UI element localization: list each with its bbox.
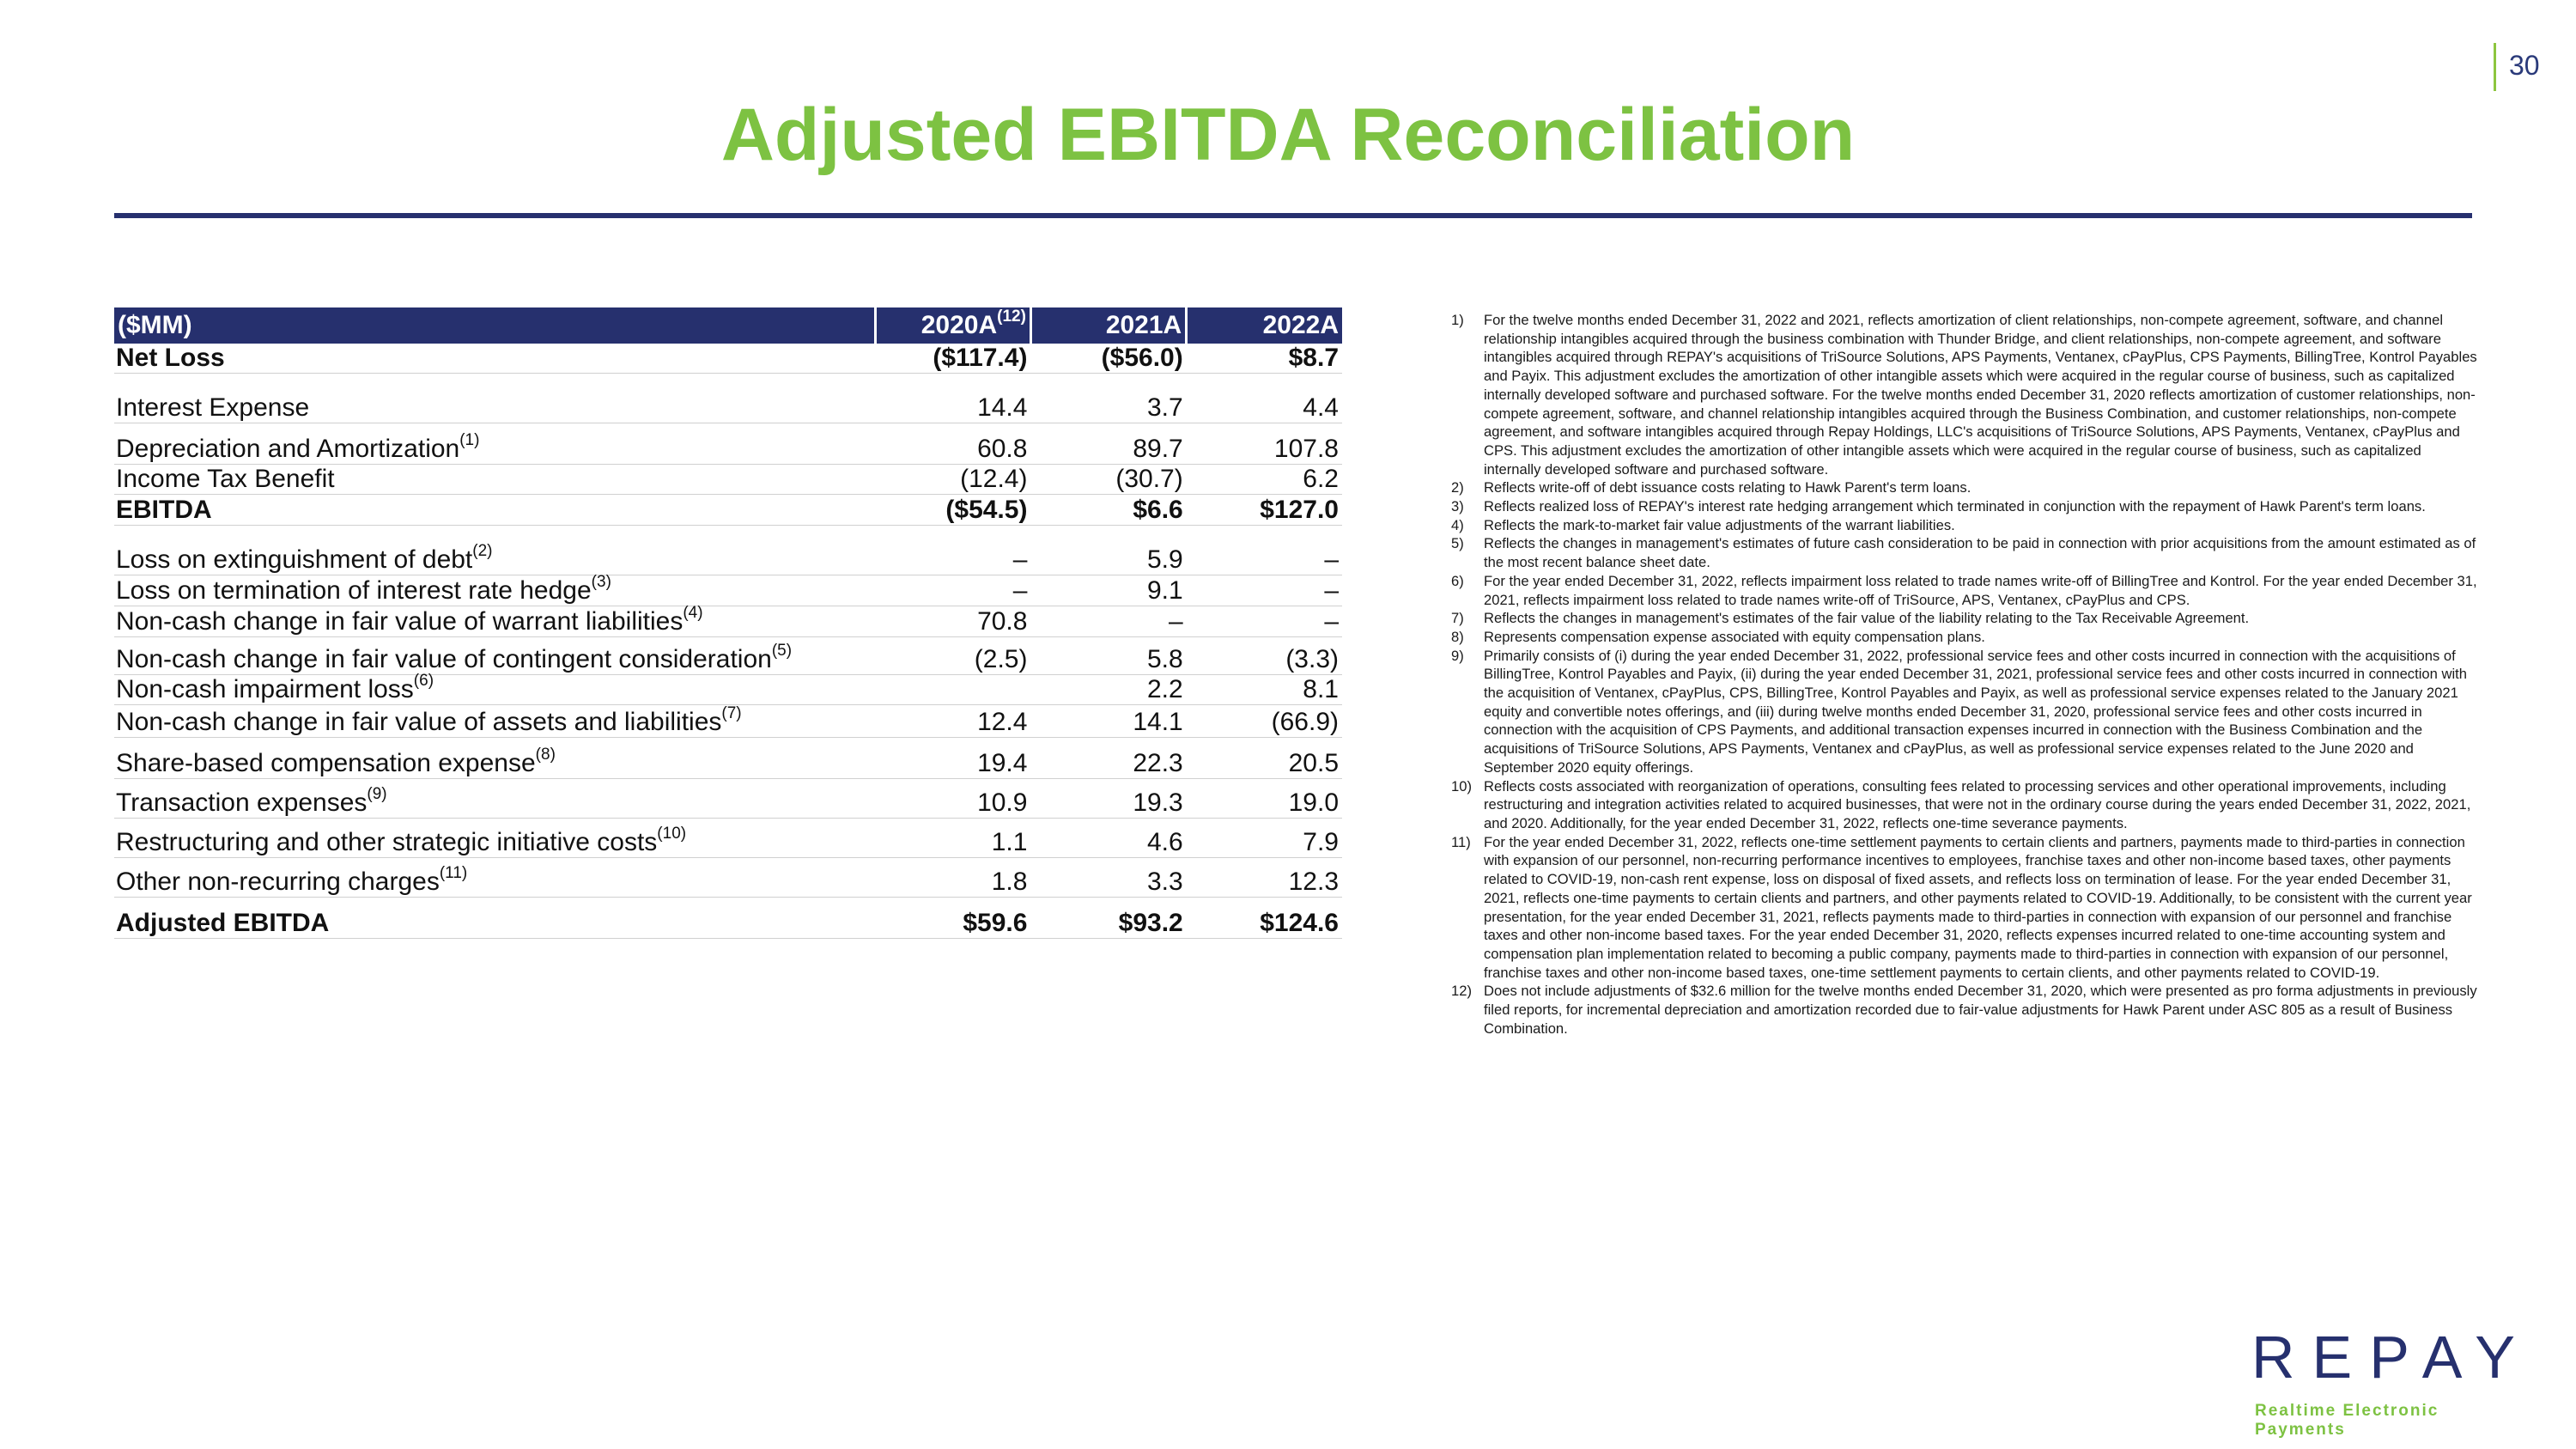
- footnote-ref: (2): [472, 542, 493, 560]
- row-label: Adjusted EBITDA: [114, 898, 875, 939]
- value-2021: (30.7): [1030, 465, 1186, 495]
- value-2020: ($54.5): [875, 495, 1030, 526]
- footnote-ref: (9): [367, 785, 387, 803]
- table-row: [114, 858, 1342, 898]
- footnote-item: [1451, 777, 2482, 833]
- value-2021: 22.3: [1030, 738, 1186, 779]
- ebitda-reconciliation-table: [114, 307, 1342, 939]
- footnote-item: [1451, 628, 2482, 647]
- footnote-item: [1451, 982, 2482, 1038]
- value-2022: –: [1187, 575, 1342, 606]
- table-row: [114, 606, 1342, 637]
- footnote-number: 8): [1451, 628, 1464, 645]
- footnote-item: [1451, 478, 2482, 497]
- value-2020: 12.4: [875, 705, 1030, 738]
- value-2020: $59.6: [875, 898, 1030, 939]
- footnote-text: Does not include adjustments of $32.6 million for the twelve months ended December 31, 2020, which were presented as pro forma adjustments in previously filed reports, for incremental depreciation and amortization recorded due to fair-value adjustments for Hawk Parent under ASC 805 as a result of Business Combination.: [1484, 983, 2477, 1037]
- footnote-ref: (6): [413, 672, 434, 690]
- footnote-ref: (3): [591, 573, 611, 591]
- value-2022: $124.6: [1187, 898, 1342, 939]
- value-2020: (12.4): [875, 465, 1030, 495]
- value-2022: 7.9: [1187, 819, 1342, 858]
- footnote-text: For the year ended December 31, 2022, reflects one-time settlement payments to certain clients and partners, payments made to third-parties in connection with expansion of our personnel, non-recurring performance incentives to employees, franchise taxes and other non-income based taxes, other payments related to COVID-19, non-cash rent expense, loss on disposal of fixed assets, and reflects loss on termination of lease. For the year ended December 31, 2021, reflects one-time payments to certain clients and partners, and other payments related to COVID-19. Additionally, to be consistent with the current year presentation, for the year ended December 31, 2021, reflects payments made to third-parties in connection with expansion of our personnel and franchise taxes and other non-income based taxes. For the year ended December 31, 2020, reflects expenses incurred related to one-time accounting system and compensation plan implementation related to becoming a public company, payments made to third-parties in connection with expansion of our personnel, franchise taxes and other non-income based taxes, one-time settlement payments to certain clients, and other payments related to COVID-19.: [1484, 833, 2472, 981]
- value-2021: 14.1: [1030, 705, 1186, 738]
- footnote-ref: (1): [459, 431, 480, 449]
- value-2022: 12.3: [1187, 858, 1342, 898]
- value-2021: 9.1: [1030, 575, 1186, 606]
- footnote-text: Reflects the changes in management's estimates of future cash consideration to be paid in connection with prior acquisitions from the amount estimated as of the most recent balance sheet date.: [1484, 535, 2476, 571]
- footnote-item: [1451, 311, 2482, 478]
- footnote-number: 6): [1451, 572, 1464, 589]
- value-2022: (3.3): [1187, 637, 1342, 675]
- value-2022: (66.9): [1187, 705, 1342, 738]
- value-2020: 1.8: [875, 858, 1030, 898]
- footnote-ref: (7): [721, 704, 742, 722]
- table-row: [114, 465, 1342, 495]
- table-row: [114, 675, 1342, 705]
- value-2021: 89.7: [1030, 423, 1186, 465]
- row-label: Interest Expense: [114, 374, 875, 423]
- value-2021: –: [1030, 606, 1186, 637]
- row-label: Transaction expenses$^{(9)}$: [114, 779, 875, 819]
- row-label: Share-based compensation expense$^{(8)}$: [114, 738, 875, 779]
- row-label: Other non-recurring charges$^{(11)}$: [114, 858, 875, 898]
- footnote-ref: (4): [683, 604, 703, 622]
- row-label: Depreciation and Amortization$^{(1)}$: [114, 423, 875, 465]
- value-2020: 10.9: [875, 779, 1030, 819]
- footnote-number: 7): [1451, 610, 1464, 627]
- value-2021: $93.2: [1030, 898, 1186, 939]
- table-row: [114, 898, 1342, 939]
- value-2022: 19.0: [1187, 779, 1342, 819]
- table-row: [114, 344, 1342, 374]
- value-2021: 5.9: [1030, 526, 1186, 575]
- footnote-number: 2): [1451, 479, 1464, 496]
- footnote-text: Reflects the changes in management's estimates of the fair value of the liability relating to the Tax Receivable Agreement.: [1484, 610, 2250, 627]
- footnote-number: 3): [1451, 498, 1464, 515]
- value-2022: –: [1187, 526, 1342, 575]
- title-rule: [114, 213, 2472, 218]
- footnote-number: 10): [1451, 777, 1472, 795]
- table-row: [114, 423, 1342, 465]
- header-2020: $2020A^{(12)}$: [875, 307, 1030, 344]
- value-2020: (2.5): [875, 637, 1030, 675]
- table-row: [114, 819, 1342, 858]
- footnote-ref: (11): [439, 864, 468, 882]
- table-row: [114, 575, 1342, 606]
- value-2021: ($56.0): [1030, 344, 1186, 374]
- footnote-text: Reflects costs associated with reorganization of operations, consulting fees related to processing services and other operational improvements, including restructuring and integration activities related to acquired businesses, that were not in the ordinary course during the years ended December 31, 2022, 2021, and 2020. Additionally, for the year ended December 31, 2022, reflects one-time severance payments.: [1484, 777, 2471, 831]
- row-label: Loss on termination of interest rate hedge$^{(3)}$: [114, 575, 875, 606]
- header-units: ($MM): [114, 307, 875, 344]
- value-2020: –: [875, 526, 1030, 575]
- value-2020: –: [875, 575, 1030, 606]
- value-2020: 19.4: [875, 738, 1030, 779]
- value-2021: 5.8: [1030, 637, 1186, 675]
- footnote-text: Reflects write-off of debt issuance costs relating to Hawk Parent's term loans.: [1484, 479, 1971, 496]
- footnote-item: [1451, 647, 2482, 777]
- value-2020: 1.1: [875, 819, 1030, 858]
- footnote-number: 11): [1451, 833, 1471, 850]
- footnote-text: Represents compensation expense associated with equity compensation plans.: [1484, 628, 1985, 645]
- value-2021: 4.6: [1030, 819, 1186, 858]
- footnote-number: 12): [1451, 983, 1472, 1000]
- row-label: Income Tax Benefit: [114, 465, 875, 495]
- value-2021: $6.6: [1030, 495, 1186, 526]
- footnote-number: 4): [1451, 516, 1464, 533]
- table-row: [114, 779, 1342, 819]
- row-label: Non-cash change in fair value of contingent consideration$^{(5)}$: [114, 637, 875, 675]
- footnote-ref: (5): [771, 642, 793, 660]
- table-header-row: [114, 307, 1342, 344]
- footnote-ref: (8): [535, 746, 556, 764]
- value-2021: 3.7: [1030, 374, 1186, 423]
- row-label: EBITDA: [114, 495, 875, 526]
- page-number: 30: [2509, 50, 2540, 81]
- value-2022: 6.2: [1187, 465, 1342, 495]
- logo-wordmark: REPAY: [2251, 1324, 2532, 1391]
- value-2020: 70.8: [875, 606, 1030, 637]
- table-row: [114, 705, 1342, 738]
- page-number-divider: [2494, 43, 2496, 91]
- value-2021: 19.3: [1030, 779, 1186, 819]
- footnote-text: Primarily consists of (i) during the year ended December 31, 2022, professional service fees and other costs incurred in connection with the acquisitions of BillingTree, Kontrol Payables and Payix, (ii) during the year ended December 31, 2021, professional service fees and other costs incurred in connection with the acquisition of Ventanex, cPayPlus, CPS, BillingTree, Kontrol Payables and Payix, as well as professional service expenses related to the January 2021 equity and convertible notes offerings, and (iii) during twelve months ended December 31, 2020, professional service fees and other costs incurred in connection with the acquisition of CPS Payments, and additional transaction expenses incurred in connection with the Business Combination and the acquisitions of TriSource Solutions, APS Payments, Ventanex and cPayPlus, as well as professional service expenses related to the June 2020 and September 2020 equity offerings.: [1484, 647, 2467, 776]
- row-label: Loss on extinguishment of debt$^{(2)}$: [114, 526, 875, 575]
- value-2022: 107.8: [1187, 423, 1342, 465]
- value-2021: 2.2: [1030, 675, 1186, 705]
- footnote-number: 5): [1451, 535, 1464, 552]
- footnote-ref: (10): [657, 825, 687, 843]
- footnote-item: [1451, 572, 2482, 609]
- value-2020: ($117.4): [875, 344, 1030, 374]
- table-row: [114, 526, 1342, 575]
- value-2020: 14.4: [875, 374, 1030, 423]
- footnote-item: [1451, 609, 2482, 628]
- footnote-text: For the year ended December 31, 2022, reflects impairment loss related to trade names write-off of BillingTree and Kontrol. For the year ended December 31, 2021, reflects impairment loss related to trade names write-off of TriSource, APS, Ventanex, cPayPlus and CPS.: [1484, 572, 2477, 608]
- row-label: Non-cash change in fair value of assets and liabilities$^{(7)}$: [114, 705, 875, 738]
- value-2020: [875, 675, 1030, 705]
- header-2022: 2022A: [1187, 307, 1342, 344]
- footnote-text: Reflects the mark-to-market fair value adjustments of the warrant liabilities.: [1484, 516, 1955, 533]
- value-2022: $8.7: [1187, 344, 1342, 374]
- footnote-item: [1451, 534, 2482, 571]
- value-2022: $127.0: [1187, 495, 1342, 526]
- value-2022: –: [1187, 606, 1342, 637]
- row-label: Net Loss: [114, 344, 875, 374]
- table-row: [114, 637, 1342, 675]
- table-row: [114, 495, 1342, 526]
- logo-tagline: Realtime Electronic Payments: [2255, 1402, 2439, 1439]
- footnote-number: 1): [1451, 312, 1464, 328]
- footnote-text: Reflects realized loss of REPAY's interest rate hedging arrangement which terminated in conjunction with the repayment of Hawk Parent's term loans.: [1484, 498, 2426, 515]
- footnote-item: [1451, 516, 2482, 535]
- row-label: Restructuring and other strategic initiative costs$^{(10)}$: [114, 819, 875, 858]
- value-2022: 4.4: [1187, 374, 1342, 423]
- row-label: Non-cash change in fair value of warrant liabilities$^{(4)}$: [114, 606, 875, 637]
- row-label: Non-cash impairment loss$^{(6)}$: [114, 675, 875, 705]
- header-2021: 2021A: [1030, 307, 1186, 344]
- page-title: Adjusted EBITDA Reconciliation: [720, 94, 1856, 176]
- value-2022: 8.1: [1187, 675, 1342, 705]
- value-2022: 20.5: [1187, 738, 1342, 779]
- value-2021: 3.3: [1030, 858, 1186, 898]
- footnote-item: [1451, 833, 2482, 983]
- table-row: [114, 374, 1342, 423]
- repay-logo: [2251, 1323, 2532, 1439]
- value-2020: 60.8: [875, 423, 1030, 465]
- footnote-item: [1451, 497, 2482, 516]
- footnotes: [1451, 311, 2482, 1038]
- table-row: [114, 738, 1342, 779]
- footnote-text: For the twelve months ended December 31, 2022 and 2021, reflects amortization of client relationships, non-compete agreement, software, and channel relationship intangibles acquired through the business combination with Thunder Bridge, and client relationships, non-compete agreement, and software intangibles acquired through REPAY's acquisitions of TriSource Solutions, APS Payments, Ventanex, cPayPlus, CPS Payments, BillingTree, Kontrol Payables and Payix. This adjustment excludes the amortization of other intangible assets which were acquired in the regular course of business, such as capitalized internally developed software and purchased software. For the twelve months ended December 31, 2020 reflects amortization of customer relationships, non-compete agreement, software, and channel relationship intangibles acquired through the Business Combination, and customer relationships, non-compete agreement, and software intangibles acquired through Repay Holdings, LLC's acquisitions of TriSource Solutions, APS Payments, Ventanex, cPayPlus and CPS. This adjustment excludes the amortization of other intangible assets which were acquired in the regular course of business, such as capitalized internally developed software and purchased software.: [1484, 312, 2477, 478]
- footnote-number: 9): [1451, 647, 1464, 664]
